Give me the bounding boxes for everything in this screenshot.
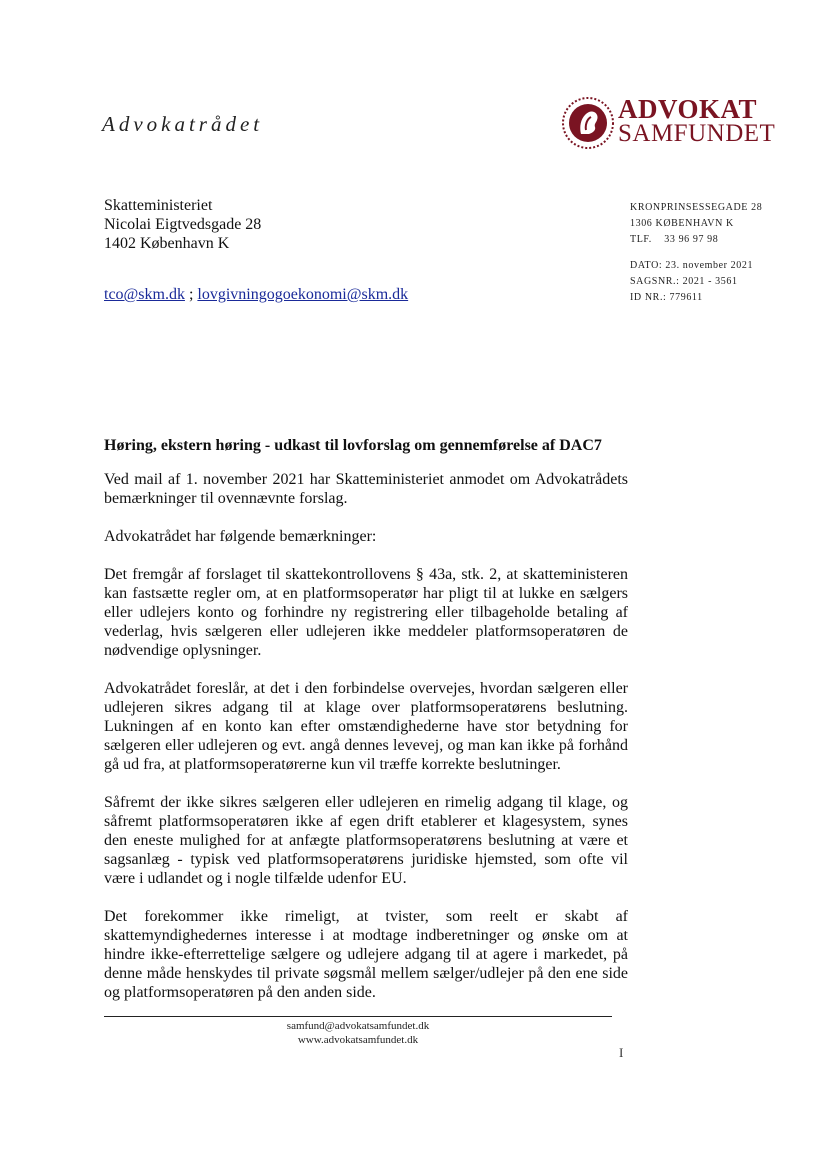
letter-meta [630,258,753,306]
recipient-line-street: Nicolai Eigtvedsgade 28 [104,216,262,233]
logo-text-samfundet: SAMFUNDET [618,120,776,147]
body-paragraph-3: Det fremgår af forslaget til skattekontrollovens § 43a, stk. 2, at skatteministeren kan fastsætte regler om, at en platformsoperatør har pligt til at lukke en sælgers eller udlejers konto og forhindre ny registrering eller tilbageholde betaling af vederlag, hvis sælgeren eller udlejeren ikke meddeler platformsoperatøren de nødvendige oplysninger. [104,566,628,659]
recipient-line-city: 1402 København K [104,235,230,252]
meta-id-number: ID NR.: 779611 [630,292,703,303]
body-paragraph-6: Det forekommer ikke rimeligt, at tvister, som reelt er skabt af skattemyndighedernes interesse i at modtage indberetninger og ønske om at hindre ikke-efterrettelige sælgere og udlejere adgang til at agere i markedet, på denne måde henskydes til private søgsmål mellem sælger/udlejer på den ene side og platformsoperatøren på den anden side. [104,908,628,1001]
meta-case-number: SAGSNR.: 2021 - 3561 [630,276,738,287]
email-link-tco[interactable]: tco@skm.dk [104,286,185,303]
meta-date: DATO: 23. november 2021 [630,260,754,271]
sender-street: KRONPRINSESSEGADE 28 [630,202,763,213]
body-paragraph-2: Advokatrådet har følgende bemærkninger: [104,528,377,545]
email-link-lovgivning[interactable]: lovgivningogoekonomi@skm.dk [197,286,409,303]
body-paragraph-1: Ved mail af 1. november 2021 har Skatteministeriet anmodet om Advokatrådets bemærkninger til ovennævnte forslag. [104,471,628,507]
logo-text-advokat: ADVOKAT [618,94,757,124]
body-paragraph-5: Såfremt der ikke sikres sælgeren eller udlejeren en rimelig adgang til klage, og såfremt platformsoperatøren ikke af egen drift etablerer et klagesystem, synes den eneste mulighed for at anfægte platformsoperatørens beslutning at være et sagsanlæg - typisk ved platformsoperatørens juridiske hjemsted, som ofte vil være i udlandet og i nogle tilfælde udenfor EU. [104,794,628,887]
recipient-line-name: Skatteministeriet [104,197,213,214]
recipient-emails [104,286,408,304]
letter-subject: Høring, ekstern høring - udkast til lovforslag om gennemførelse af DAC7 [104,437,602,454]
advokatsamfundet-logo [561,94,776,152]
recipient-address [104,196,261,253]
footer-email: samfund@advokatsamfundet.dk [286,1020,430,1032]
seal-icon [561,96,615,150]
page-mark: I [619,1045,624,1060]
advokatraadet-wordmark: Advokatrådet [102,112,264,136]
footer-contact [104,1019,612,1047]
sender-city: 1306 KØBENHAVN K [630,218,734,229]
body-paragraph-4: Advokatrådet foreslår, at det i den forbindelse overvejes, hvordan sælgeren eller udlejeren sikres adgang til at klage over platformsoperatørens beslutning. Lukningen af en konto kan efter omstændighederne have stor betydning for sælgeren eller udlejeren og evt. angå dennes levevej, og man kan ikke på forhånd gå ud fra, at platformsoperatørerne kun vil træffe korrekte beslutninger. [104,680,628,773]
sender-address [630,200,762,248]
email-separator: ; [184,286,198,303]
footer-divider [104,1016,612,1017]
sender-phone: TLF. 33 96 97 98 [630,234,719,245]
letter-body [104,470,628,1021]
footer-website: www.advokatsamfundet.dk [297,1034,419,1046]
